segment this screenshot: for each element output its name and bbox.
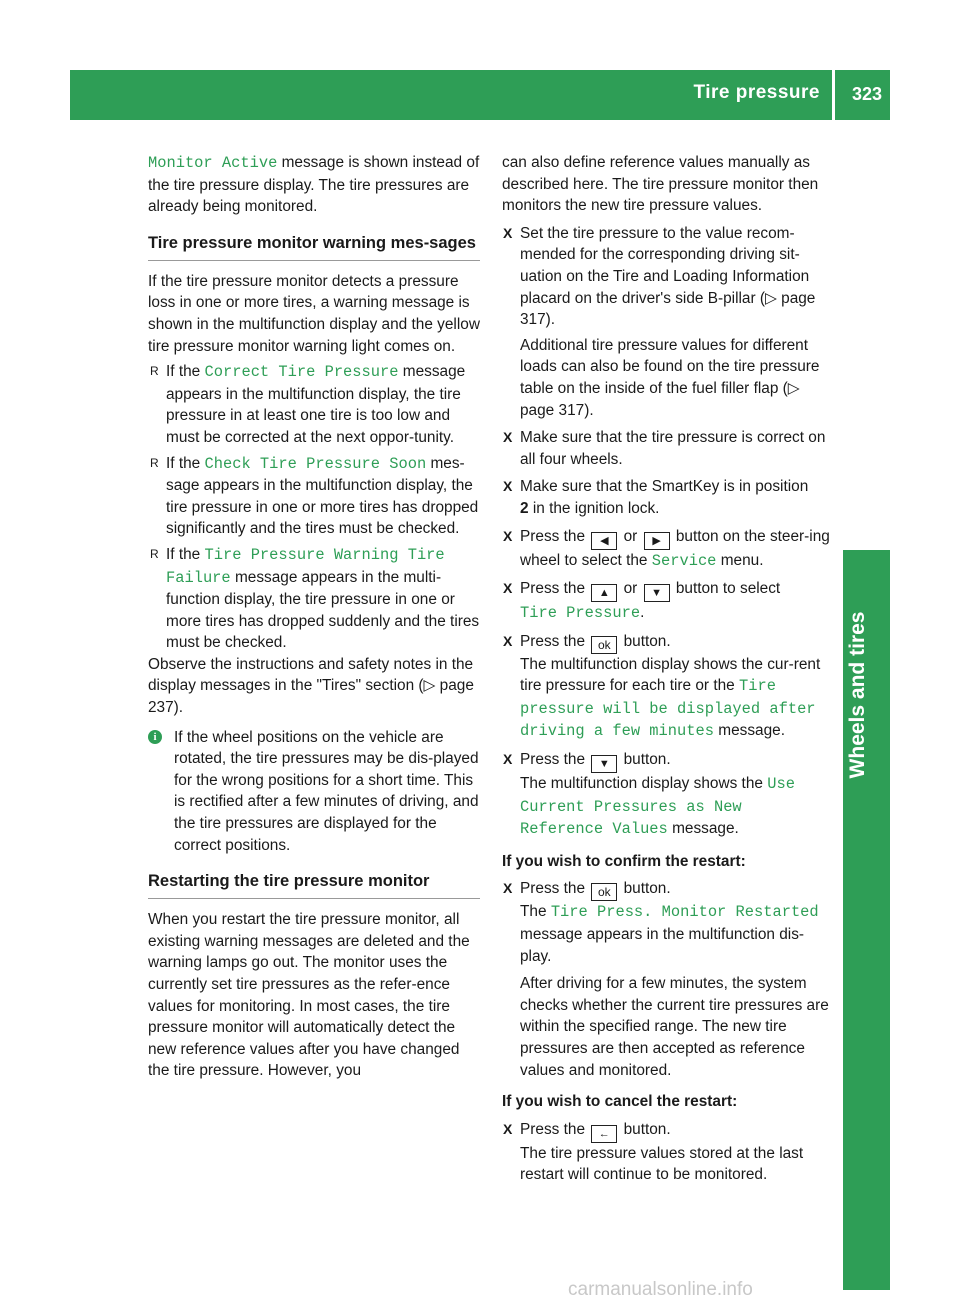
step-arrow-icon: X xyxy=(503,1120,513,1137)
paragraph: Observe the instructions and safety notes in the display messages in the "Tires" section (▷ page 237). xyxy=(148,655,474,717)
step-item: X Press the ← button. The tire pressure values stored at the last restart will continue to be monitored. xyxy=(503,1120,804,1184)
info-note: i If the wheel positions on the vehicle are rotated, the tire pressures may be dis-played for the wrong positions for a short time. This is rectified after a few minutes of driving, and the tire pressures are displayed for the correct positions. xyxy=(148,727,480,857)
step-note: After driving for a few minutes, the system checks whether the current tire pressures are within the specified range. The new tire pressures are then accepted as reference values and monitored. xyxy=(520,975,829,1079)
step-item: X Press the ◀ or ▶ button on the steer-ing wheel to select the Service menu. xyxy=(503,527,830,570)
step-arrow-icon: X xyxy=(503,527,513,544)
down-arrow-key-icon: ▼ xyxy=(644,584,670,602)
paragraph: If the tire pressure monitor detects a pressure loss in one or more tires, a warning message is shown in the multifunction display and the yellow tire pressure monitor warning light comes on. xyxy=(148,272,480,355)
step-arrow-icon: X xyxy=(503,429,513,446)
heading-restarting: Restarting the tire pressure monitor xyxy=(148,870,480,899)
subheading-confirm: If you wish to confirm the restart: xyxy=(502,852,746,870)
list-item: R If the Tire Pressure Warning Tire Failure message appears in the multi-function display, the tire pressure in one or more tires has dropped suddenly and the tires must be checked. xyxy=(150,545,480,652)
ok-key-icon: ok xyxy=(591,883,617,901)
down-arrow-key-icon: ▼ xyxy=(591,755,617,773)
step-item: X Set the tire pressure to the value recom-mended for the corresponding driving sit-uation on the Tire and Loading Information placard on the driver's side B-pillar (▷ page 317). xyxy=(503,224,816,329)
bullet-icon: R xyxy=(150,364,159,379)
ok-key-icon: ok xyxy=(591,636,617,654)
back-key-icon: ← xyxy=(591,1125,617,1143)
up-arrow-key-icon: ▲ xyxy=(591,584,617,602)
side-tab-label: Wheels and tires xyxy=(846,611,869,779)
bullet-icon: R xyxy=(150,546,159,561)
step-item: X Press the ok button. The Tire Press. Monitor Restarted message appears in the multifunction dis-play. xyxy=(503,880,819,965)
step-arrow-icon: X xyxy=(503,224,513,241)
list-item: R If the Check Tire Pressure Soon mes-sage appears in the multifunction display, the tire pressure in one or more tires has dropped significantly and the tires must be checked. xyxy=(150,454,479,538)
subheading-cancel: If you wish to cancel the restart: xyxy=(502,1093,738,1111)
page-number: 323 xyxy=(851,84,882,104)
display-message: Service xyxy=(651,551,717,570)
step-arrow-icon: X xyxy=(503,478,513,495)
heading-warning-messages: Tire pressure monitor warning mes-sages xyxy=(148,232,480,261)
step-item: X Press the ok button. The multifunction display shows the cur-rent tire pressure for each tire or the Tire pressure will be displayed after driving a few minutes message. xyxy=(503,632,821,741)
paragraph: can also define reference values manually as described here. The tire pressure monitor then monitors the new tire pressure values. xyxy=(502,154,819,215)
header-divider xyxy=(832,70,835,120)
display-message: Check Tire Pressure Soon xyxy=(204,454,427,473)
step-item: X Press the ▼ button. The multifunction display shows the Use Current Pressures as New Reference Values message. xyxy=(503,751,795,839)
section-title: Tire pressure xyxy=(693,82,820,103)
left-column xyxy=(148,152,480,1082)
display-message: Correct Tire Pressure xyxy=(204,363,399,382)
paragraph: When you restart the tire pressure monitor, all existing warning messages are deleted and the warning lamps go out. The monitor uses the currently set tire pressures as the refer-ence values for monitoring. In most cases, the tire pressure monitor will automatically detect the new reference values after you have changed the tire pressure. However, you xyxy=(148,911,470,1080)
display-message: Use Current Pressures as New Reference Values xyxy=(520,775,795,839)
step-arrow-icon: X xyxy=(503,580,513,597)
step-arrow-icon: X xyxy=(503,632,513,649)
right-column xyxy=(502,152,834,1186)
list-item: R If the Correct Tire Pressure message appears in the multifunction display, the tire pressure in at least one tire is too low and must be corrected at the next oppor-tunity. xyxy=(150,363,466,446)
step-item: X Make sure that the SmartKey is in position 2 in the ignition lock. xyxy=(503,478,809,517)
display-message: Monitor Active xyxy=(148,154,278,172)
display-message: Tire Pressure Warning Tire Failure xyxy=(166,545,445,587)
step-note: Additional tire pressure values for different loads can also be found on the tire pressure table on the inside of the fuel filler flap (▷ page 317). xyxy=(520,336,820,419)
info-icon: i xyxy=(148,730,162,744)
display-message: Tire pressure will be displayed after driving a few minutes xyxy=(520,677,816,741)
bullet-icon: R xyxy=(150,455,159,470)
left-arrow-key-icon: ◀ xyxy=(591,532,617,550)
step-item: X Make sure that the tire pressure is correct on all four wheels. xyxy=(503,429,826,468)
footer-watermark: carmanualsonline.info xyxy=(568,1279,753,1300)
step-item: X Press the ▲ or ▼ button to select Tire Pressure. xyxy=(503,580,781,623)
right-arrow-key-icon: ▶ xyxy=(644,532,670,550)
display-message: Tire Pressure xyxy=(520,604,641,623)
step-arrow-icon: X xyxy=(503,751,513,768)
paragraph: Monitor Active message is shown instead of the tire pressure display. The tire pressures are already being monitored. xyxy=(148,154,480,216)
display-message: Tire Press. Monitor Restarted xyxy=(550,903,819,922)
step-arrow-icon: X xyxy=(503,880,513,897)
page-header xyxy=(70,70,890,120)
